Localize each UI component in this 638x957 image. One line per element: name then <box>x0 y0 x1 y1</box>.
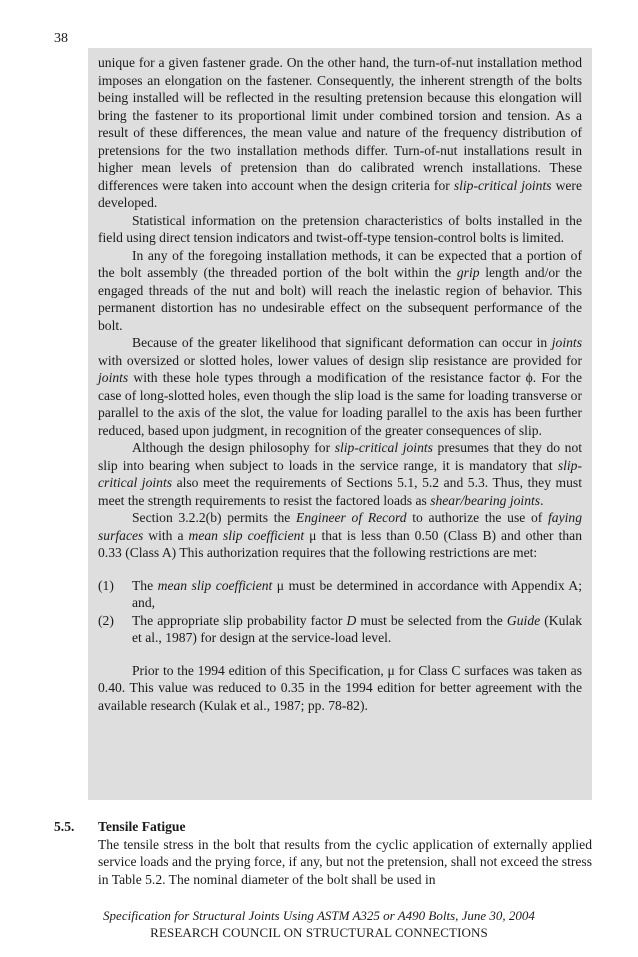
commentary-paragraph-1: unique for a given fastener grade. On the other hand, the turn-of-nut installation method imposes an elongation on the fastener. Consequently, the inherent strength of the bolts being installed will be reflected in the resulting pretension because this elongation will bring the fastener to its proportional limit under combined torsion and tension. As a result of these differences, the mean value and nature of the frequency distribution of pretensions for the two installation methods differ. Turn-of-nut installations result in higher mean levels of pretension than do calibrated wrench installations. These differences were taken into account when the design criteria for slip-critical joints were developed. <box>98 55 582 210</box>
section-body: The tensile stress in the bolt that results from the cyclic application of externally applied service loads and the prying force, if any, but not the pretension, shall not exceed the stress in Table 5.2. The nominal diameter of the bolt shall be used in <box>98 836 593 887</box>
list-item <box>98 612 582 647</box>
list-item-text: The appropriate slip probability factor D must be selected from the Guide (Kulak et al., 1987) for design at the service-load level. <box>132 612 582 645</box>
restrictions-list <box>98 577 582 647</box>
list-item-text: The mean slip coefficient μ must be determined in accordance with Appendix A; and, <box>132 577 582 610</box>
commentary-paragraph-2: Statistical information on the pretension characteristics of bolts installed in the field using direct tension indicators and twist-off-type tension-control bolts is limited. <box>98 212 582 245</box>
list-item-number: (2) <box>98 612 114 628</box>
section-number: 5.5. <box>54 819 75 834</box>
page-number: 38 <box>54 31 68 46</box>
section-title: Tensile Fatigue <box>98 819 186 834</box>
list-item <box>98 577 582 612</box>
footer-title-text: Specification for Structural Joints Using ASTM A325 or A490 Bolts <box>103 908 456 923</box>
commentary-box <box>88 48 592 800</box>
commentary-paragraph-3: In any of the foregoing installation methods, it can be expected that a portion of the bolt assembly (the threaded portion of the bolt within the grip length and/or the engaged threads of the nut and bolt) will reach the inelastic region of behavior. This permanent distortion has no undesirable effect on the subsequent performance of the bolt. <box>98 247 582 333</box>
commentary-paragraph-5: Although the design philosophy for slip-critical joints presumes that they do not slip into bearing when subject to loads in the service range, it is mandatory that slip-critical joints also meet the requirements of Sections 5.1, 5.2 and 5.3. Thus, they must meet the strength requirements to resist the factored loads as shear/bearing joints. <box>98 440 583 508</box>
commentary-paragraph-4: Because of the greater likelihood that significant deformation can occur in joints with oversized or slotted holes, lower values of design slip resistance are provided for joints with these hole types through a modification of the resistance factor ϕ. For the case of long-slotted holes, even though the slip load is the same for loading transverse or parallel to the axis of the slot, the value for loading parallel to the axis has been further reduced, based upon judgment, in recognition of the greater consequences of slip. <box>98 335 582 438</box>
section-heading <box>54 818 592 836</box>
commentary-paragraph-6: Section 3.2.2(b) permits the Engineer of Record to authorize the use of faying surfaces with a mean slip coefficient μ that is less than 0.50 (Class B) and other than 0.33 (Class A) This authorization requires that the following restrictions are met: <box>98 510 582 560</box>
section-5-5 <box>54 818 592 888</box>
footer-date: , June 30, 2004 <box>455 908 535 923</box>
commentary-paragraph-7: Prior to the 1994 edition of this Specification, μ for Class C surfaces was taken as 0.40. This value was reduced to 0.35 in the 1994 edition for better agreement with the available research (Kulak et al., 1987; pp. 78-82). <box>98 662 582 713</box>
footer-council: RESEARCH COUNCIL ON STRUCTURAL CONNECTIONS <box>150 925 488 940</box>
footer-document-title <box>0 907 638 924</box>
list-item-number: (1) <box>98 577 114 593</box>
page-footer <box>0 907 638 941</box>
